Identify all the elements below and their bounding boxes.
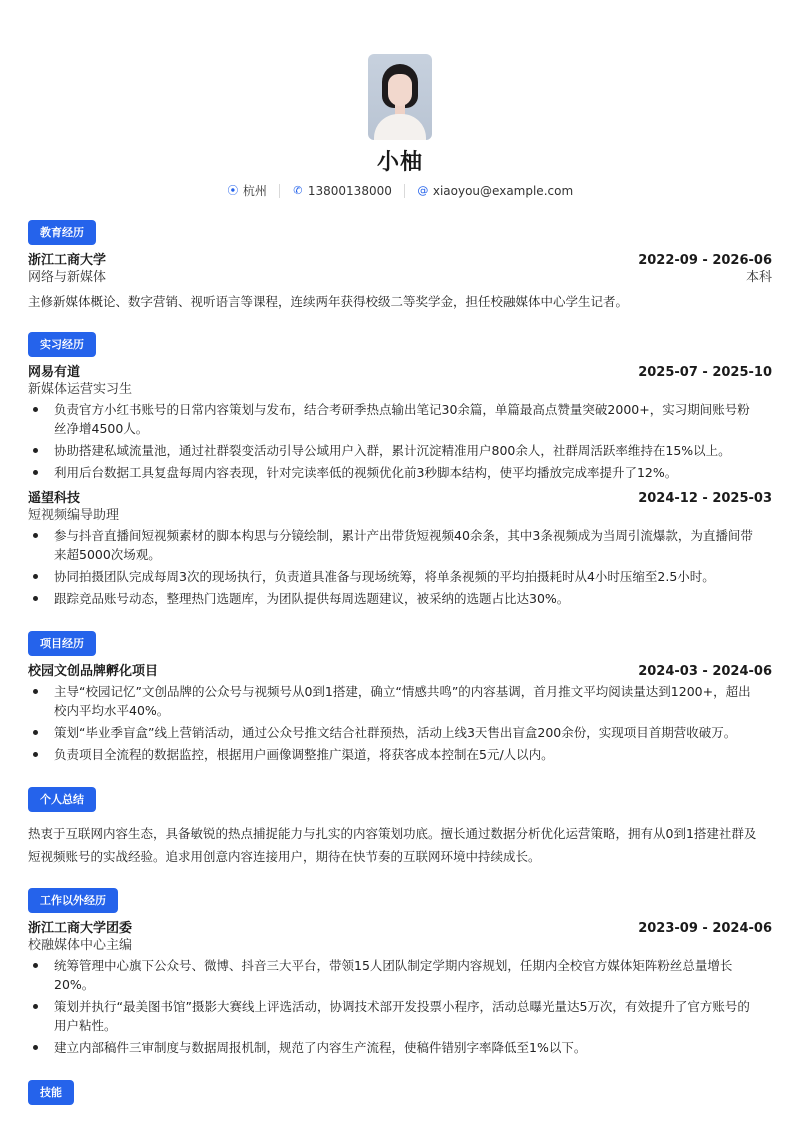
extracurricular-entry [28, 920, 772, 1057]
company-name: 网易有道 [28, 365, 81, 380]
contact-bar [28, 183, 772, 199]
bullet-item: 建立内部稿件三审制度与数据周报机制，规范了内容生产流程，使稿件错别字率降低至1%以下。 [28, 1038, 772, 1057]
section-title-projects: 项目经历 [28, 631, 96, 656]
bullet-list [28, 956, 772, 1057]
bullet-item: 协助搭建私域流量池，通过社群裂变活动引导公域用户入群，累计沉淀精准用户800余人，社群周活跃率维持在15%以上。 [28, 441, 772, 460]
bullet-item: 策划并执行“最美图书馆”摄影大赛线上评选活动，协调技术部开发投票小程序，活动总曝光量达5万次，有效提升了官方账号的用户粘性。 [28, 997, 772, 1035]
bullet-item: 主导“校园记忆”文创品牌的公众号与视频号从0到1搭建，确立“情感共鸣”的内容基调，首月推文平均阅读量达到1200+，超出校内平均水平40%。 [28, 682, 772, 720]
job-title: 短视频编导助理 [28, 508, 120, 523]
phone-text: 13800138000 [307, 184, 392, 198]
contact-divider [404, 184, 405, 198]
location-text: 杭州 [242, 184, 267, 198]
email-icon: @ [417, 184, 429, 197]
bullet-list [28, 526, 772, 608]
section-title-extracurricular: 工作以外经历 [28, 888, 118, 913]
top-band [0, 0, 800, 28]
resume-header [28, 0, 772, 199]
internship-entry [28, 364, 772, 482]
job-title: 新媒体运营实习生 [28, 382, 133, 397]
photo-body [374, 114, 426, 140]
internship-date: 2024-12 - 2025-03 [638, 491, 772, 506]
project-name: 校园文创品牌孵化项目 [28, 664, 159, 679]
company-name: 遥望科技 [28, 491, 81, 506]
contact-phone [292, 183, 392, 199]
bullet-item: 负责官方小红书账号的日常内容策划与发布，结合考研季热点输出笔记30余篇，单篇最高点赞量突破2000+，实习期间账号粉丝净增4500人。 [28, 400, 772, 438]
section-extracurricular [28, 868, 772, 1057]
phone-icon: ✆ [293, 184, 303, 197]
bullet-item: 参与抖音直播间短视频素材的脚本构思与分镜绘制，累计产出带货短视频40余条，其中3条视频成为当周引流爆款，为直播间带来超5000次场观。 [28, 526, 772, 564]
school-name: 浙江工商大学 [28, 253, 107, 268]
education-date: 2022-09 - 2026-06 [638, 253, 772, 268]
section-title-internship: 实习经历 [28, 332, 96, 357]
major: 网络与新媒体 [28, 270, 107, 285]
section-title-education: 教育经历 [28, 220, 96, 245]
project-entry [28, 663, 772, 764]
section-title-skills: 技能 [28, 1080, 74, 1105]
bullet-item: 协同拍摄团队完成每周3次的现场执行，负责道具准备与现场统筹，将单条视频的平均拍摄耗时从4小时压缩至2.5小时。 [28, 567, 772, 586]
bullet-item: 统筹管理中心旗下公众号、微博、抖音三大平台，带领15人团队制定学期内容规划，任期内全校官方媒体矩阵粉丝总量增长20%。 [28, 956, 772, 994]
internship-date: 2025-07 - 2025-10 [638, 365, 772, 380]
section-projects [28, 611, 772, 764]
section-summary [28, 767, 772, 868]
internship-entry [28, 490, 772, 608]
bullet-item: 跟踪竞品账号动态，整理热门选题库，为团队提供每周选题建议，被采纳的选题占比达30%。 [28, 589, 772, 608]
bullet-item: 利用后台数据工具复盘每周内容表现，针对完读率低的视频优化前3秒脚本结构，使平均播放完成率提升了12%。 [28, 463, 772, 482]
profile-photo [368, 54, 432, 140]
email-text: xiaoyou@example.com [432, 184, 574, 198]
organization-name: 浙江工商大学团委 [28, 921, 133, 936]
contact-location [227, 183, 267, 199]
education-desc: 主修新媒体概论、数字营销、视听语言等课程，连续两年获得校级二等奖学金，担任校融媒体中心学生记者。 [28, 294, 629, 309]
position-title: 校融媒体中心主编 [28, 938, 133, 953]
contact-email [417, 183, 573, 199]
location-icon: ⦿ [227, 184, 239, 197]
candidate-name: 小柚 [376, 150, 423, 175]
section-education [28, 199, 772, 312]
contact-divider [279, 184, 280, 198]
section-title-summary: 个人总结 [28, 787, 96, 812]
extracurricular-date: 2023-09 - 2024-06 [638, 921, 772, 936]
bullet-list [28, 400, 772, 482]
bullet-list [28, 682, 772, 764]
bullet-item: 策划“毕业季盲盒”线上营销活动，通过公众号推文结合社群预热，活动上线3天售出盲盒200余份，实现项目首期营收破万。 [28, 723, 772, 742]
section-internship [28, 312, 772, 608]
project-date: 2024-03 - 2024-06 [638, 664, 772, 679]
bullet-item: 负责项目全流程的数据监控，根据用户画像调整推广渠道，将获客成本控制在5元/人以内。 [28, 745, 772, 764]
degree: 本科 [745, 270, 772, 285]
summary-text: 热衷于互联网内容生态，具备敏锐的热点捕捉能力与扎实的内容策划功底。擅长通过数据分析优化运营策略，拥有从0到1搭建社群及短视频账号的实战经验。追求用创意内容连接用户，期待在快节奏的互联网环境中持续成长。 [28, 826, 757, 864]
education-entry [28, 252, 772, 312]
section-skills [28, 1060, 772, 1105]
photo-face [388, 74, 412, 106]
